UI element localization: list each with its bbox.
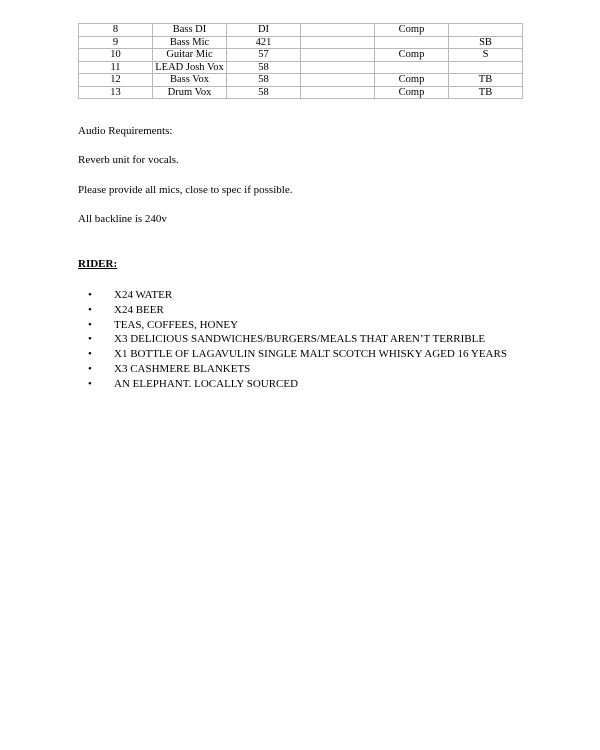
rider-list [0, 288, 600, 392]
reverb-requirement: Reverb unit for vocals. [78, 154, 179, 166]
bullet-icon: • [88, 362, 92, 375]
blank-cell [301, 49, 375, 62]
backline-note: All backline is 240v [78, 213, 167, 225]
stand-cell: TB [449, 86, 523, 99]
insert-cell [375, 36, 449, 49]
list-item [0, 377, 524, 392]
mic-cell: 58 [227, 61, 301, 74]
source-cell: Bass DI [153, 24, 227, 37]
rider-item-text: X1 BOTTLE OF LAGAVULIN SINGLE MALT SCOTCH WHISKY AGED 16 YEARS [114, 348, 507, 361]
channel-number-cell: 8 [79, 24, 153, 37]
blank-cell [301, 86, 375, 99]
insert-cell: Comp [375, 86, 449, 99]
insert-cell [375, 61, 449, 74]
list-item [0, 332, 524, 347]
rider-item-text: X24 WATER [114, 289, 173, 301]
list-item [0, 362, 524, 377]
channel-number-cell: 11 [79, 61, 153, 74]
rider-item-text: X24 BEER [114, 303, 164, 316]
mic-cell: 57 [227, 49, 301, 62]
blank-cell [301, 61, 375, 74]
source-cell: Bass Mic [153, 36, 227, 49]
mics-requirement: Please provide all mics, close to spec if possible. [78, 184, 293, 196]
stand-cell [449, 61, 523, 74]
bullet-icon: • [88, 289, 92, 301]
bullet-icon: • [88, 333, 92, 346]
channel-number-cell: 13 [79, 86, 153, 99]
mic-cell: 58 [227, 86, 301, 99]
channel-number-cell: 10 [79, 49, 153, 62]
source-cell: Bass Vox [153, 74, 227, 87]
mic-cell: 421 [227, 36, 301, 49]
source-cell: Guitar Mic [153, 49, 227, 62]
input-list-table [78, 23, 523, 99]
mic-cell: DI [227, 24, 301, 37]
blank-cell [301, 36, 375, 49]
stand-cell: S [449, 49, 523, 62]
bullet-icon: • [88, 318, 92, 331]
bullet-icon: • [88, 377, 92, 390]
table-row [79, 61, 523, 74]
insert-cell: Comp [375, 49, 449, 62]
audio-requirements-heading: Audio Requirements: [78, 125, 173, 137]
table-row [79, 24, 523, 37]
bullet-icon: • [88, 348, 92, 361]
rider-item-text: TEAS, COFFEES, HONEY [114, 318, 239, 331]
stand-cell [449, 24, 523, 37]
insert-cell: Comp [375, 74, 449, 87]
stand-cell: SB [449, 36, 523, 49]
rider-item-text: AN ELEPHANT. LOCALLY SOURCED [114, 377, 299, 390]
bullet-icon: • [88, 303, 92, 316]
source-cell: Drum Vox [153, 86, 227, 99]
blank-cell [301, 74, 375, 87]
list-item [0, 318, 524, 333]
insert-cell: Comp [375, 24, 449, 37]
table-row [79, 49, 523, 62]
list-item [0, 288, 524, 303]
list-item [0, 347, 524, 362]
blank-cell [301, 24, 375, 37]
stand-cell: TB [449, 74, 523, 87]
table-row [79, 36, 523, 49]
table-row [79, 86, 523, 99]
list-item [0, 303, 524, 318]
mic-cell: 58 [227, 74, 301, 87]
table-row [79, 74, 523, 87]
channel-number-cell: 12 [79, 74, 153, 87]
channel-number-cell: 9 [79, 36, 153, 49]
source-cell: LEAD Josh Vox [153, 61, 227, 74]
rider-heading: RIDER: [78, 258, 118, 270]
rider-item-text: X3 DELICIOUS SANDWICHES/BURGERS/MEALS THAT AREN’T TERRIBLE [114, 333, 486, 346]
rider-item-text: X3 CASHMERE BLANKETS [114, 362, 251, 375]
